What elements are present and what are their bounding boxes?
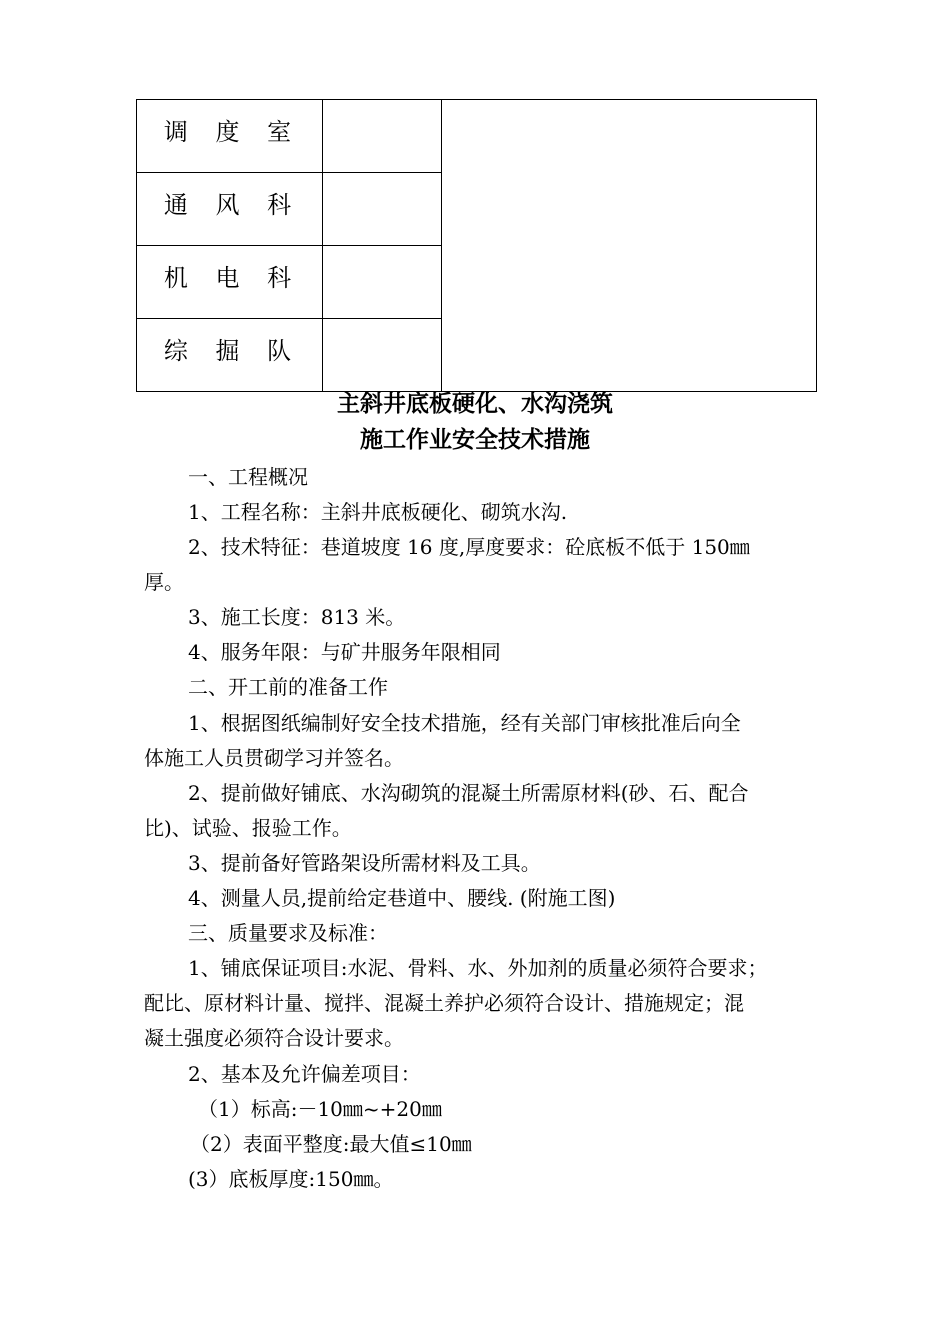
paragraph-line: 1、根据图纸编制好安全技术措施，经有关部门审核批准后向全 xyxy=(188,711,741,735)
dept-label: 调 度 室 xyxy=(163,118,302,146)
comment-cell xyxy=(442,100,817,392)
paragraph-line: 2、提前做好铺底、水沟砌筑的混凝土所需原材料(砂、石、配合 xyxy=(188,781,749,805)
dept-label: 机 电 科 xyxy=(163,264,302,292)
paragraph-line: 4、测量人员,提前给定巷道中、腰线. (附施工图) xyxy=(188,886,616,910)
dept-cell-ventilation xyxy=(137,173,323,246)
paragraph-line: 厚。 xyxy=(144,570,184,594)
document-title-line2: 施工作业安全技术措施 xyxy=(360,427,590,453)
paragraph-line: 2、技术特征：巷道坡度 16 度,厚度要求：砼底板不低于 150㎜ xyxy=(188,535,750,559)
paragraph-line: 4、服务年限：与矿井服务年限相同 xyxy=(188,640,501,664)
signature-cell xyxy=(323,246,442,319)
paragraph-line: （2）表面平整度:最大值≤10㎜ xyxy=(190,1132,472,1156)
paragraph-line: 配比、原材料计量、搅拌、混凝土养护必须符合设计、措施规定；混 xyxy=(144,991,744,1015)
paragraph-line: 3、施工长度：813 米。 xyxy=(188,605,406,629)
section-heading-overview: 一、工程概况 xyxy=(188,465,308,489)
dept-label: 通 风 科 xyxy=(163,191,302,219)
dept-cell-dispatch xyxy=(137,100,323,173)
section-heading-quality: 三、质量要求及标准： xyxy=(188,921,388,945)
paragraph-line: 1、工程名称：主斜井底板硬化、砌筑水沟. xyxy=(188,500,568,524)
paragraph-line: (3）底板厚度:150㎜。 xyxy=(188,1167,394,1191)
signature-cell xyxy=(323,100,442,173)
dept-label: 综 掘 队 xyxy=(163,337,302,365)
paragraph-line: 1、铺底保证项目:水泥、骨料、水、外加剂的质量必须符合要求； xyxy=(188,956,768,980)
paragraph-line: 凝土强度必须符合设计要求。 xyxy=(144,1026,404,1050)
signature-cell xyxy=(323,319,442,392)
dept-cell-electromechanical xyxy=(137,246,323,319)
paragraph-line: 比)、试验、报验工作。 xyxy=(144,816,352,840)
paragraph-line: 体施工人员贯砌学习并签名。 xyxy=(144,746,404,770)
paragraph-line: 2、基本及允许偏差项目： xyxy=(188,1062,421,1086)
document-title-line1: 主斜井底板硬化、水沟浇筑 xyxy=(337,391,613,417)
signature-cell xyxy=(323,173,442,246)
section-heading-preparation: 二、开工前的准备工作 xyxy=(188,675,388,699)
paragraph-line: （1）标高:－10㎜~+20㎜ xyxy=(198,1097,442,1121)
signature-table xyxy=(136,99,817,392)
paragraph-line: 3、提前备好管路架设所需材料及工具。 xyxy=(188,851,541,875)
dept-cell-excavation-team xyxy=(137,319,323,392)
